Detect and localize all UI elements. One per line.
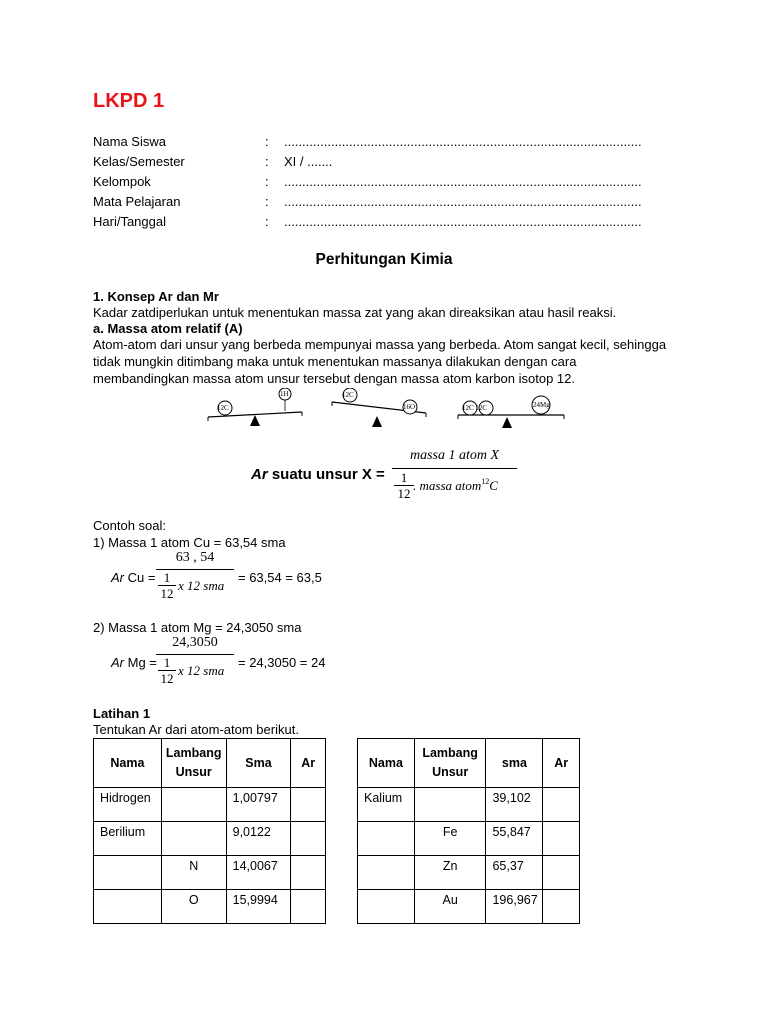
table-cell-symbol: Zn: [414, 856, 486, 890]
formula-lhs-ar: Ar: [251, 466, 268, 483]
example-1-lhs-text: Cu =: [124, 570, 156, 585]
concept-title: 1. Konsep Ar dan Mr: [93, 289, 219, 304]
table-row: [358, 856, 580, 890]
table-row: [94, 788, 326, 822]
example-2-den-den: 12: [160, 671, 174, 686]
explanation-line: tidak mungkin ditimbang maka untuk menentukan massanya dilakukan dengan cara: [93, 354, 577, 369]
examples-title: Contoh soal:: [93, 518, 166, 533]
example-1-ar: Ar: [111, 570, 124, 585]
identity-colon: :: [265, 194, 269, 209]
identity-label: Kelompok: [93, 174, 151, 189]
identity-value: ...................................................................................................: [284, 214, 642, 229]
table-cell-ar[interactable]: [543, 822, 580, 856]
balance-1: [208, 388, 302, 426]
example-1-den-text: x 12 sma: [178, 578, 225, 593]
example-1-den-num: 1: [163, 570, 171, 585]
example-1-result: = 63,54 = 63,5: [238, 570, 322, 585]
table-header: Nama: [358, 739, 415, 788]
table-cell-ar[interactable]: [543, 788, 580, 822]
table-cell-symbol: Fe: [414, 822, 486, 856]
table-cell-sma: 1,00797: [226, 788, 291, 822]
table-cell-name: Berilium: [94, 822, 162, 856]
table-row: [358, 822, 580, 856]
example-2-result: = 24,3050 = 24: [238, 655, 326, 670]
identity-colon: :: [265, 134, 269, 149]
table-cell-sma: 14,0067: [226, 856, 291, 890]
table-cell-sma: 55,847: [486, 822, 543, 856]
table-cell-ar[interactable]: [543, 890, 580, 924]
example-2-numerator: 24,3050: [172, 635, 218, 650]
table-cell-sma: 9,0122: [226, 822, 291, 856]
table-cell-ar[interactable]: [291, 856, 326, 890]
balance-2: [332, 388, 426, 427]
exercise-title: Latihan 1: [93, 706, 151, 721]
section-heading: Perhitungan Kimia: [315, 251, 453, 268]
example-2-lhs-text: Mg =: [124, 655, 157, 670]
concept-text: Kadar zatdiperlukan untuk menentukan massa zat yang akan direaksikan atau hasil reaksi.: [93, 305, 617, 320]
table-header: Sma: [226, 739, 291, 788]
atom-label: 12C: [342, 391, 354, 399]
atom-label: 12C 12C: [462, 404, 488, 412]
table-row: [358, 788, 580, 822]
balance-3: [458, 396, 564, 428]
table-header-row: [358, 739, 580, 788]
example-1-den-den: 12: [160, 586, 174, 601]
identity-value: ...................................................................................................: [284, 194, 642, 209]
table-row: [94, 890, 326, 924]
table-cell-symbol[interactable]: [161, 822, 226, 856]
table-header: Ar: [543, 739, 580, 788]
atom-label: 24Mg: [533, 401, 550, 409]
table-cell-ar[interactable]: [543, 856, 580, 890]
table-cell-symbol[interactable]: [414, 788, 486, 822]
table-cell-name[interactable]: [358, 856, 415, 890]
atom-label: 1H: [280, 390, 289, 398]
table-cell-symbol: O: [161, 890, 226, 924]
table-cell-ar[interactable]: [291, 890, 326, 924]
atom-label: 12C: [217, 404, 229, 412]
example-2-den-text: x 12 sma: [178, 663, 225, 678]
table-header-row: [94, 739, 326, 788]
example-1-numerator: 63 , 54: [175, 550, 215, 565]
table-cell-name[interactable]: [94, 890, 162, 924]
table-header: sma: [486, 739, 543, 788]
example-2-lhs: [111, 655, 157, 670]
subsection-title: a. Massa atom relatif (A): [93, 321, 243, 336]
table-cell-sma: 39,102: [486, 788, 543, 822]
table-header: Lambang Unsur: [414, 739, 486, 788]
explanation-line: membandingkan massa atom unsur tersebut dengan massa atom karbon isotop 12.: [93, 371, 575, 386]
formula-den-elem: C: [489, 478, 498, 493]
identity-label: Hari/Tanggal: [93, 214, 166, 229]
identity-label: Kelas/Semester: [93, 154, 185, 169]
formula-den-den: 12: [397, 486, 411, 501]
atom-label: 16O: [403, 403, 416, 411]
table-header: Lambang Unsur: [161, 739, 226, 788]
formula-den-num: 1: [400, 470, 408, 485]
table-cell-ar[interactable]: [291, 822, 326, 856]
table-cell-sma: 196,967: [486, 890, 543, 924]
table-cell-symbol: Au: [414, 890, 486, 924]
balance-illustrations: [200, 388, 570, 434]
exercise-table-2: [357, 738, 580, 924]
table-cell-name: Kalium: [358, 788, 415, 822]
table-cell-name[interactable]: [358, 822, 415, 856]
identity-label: Mata Pelajaran: [93, 194, 181, 209]
example-2-den-num: 1: [163, 655, 171, 670]
example-1-lhs: [111, 570, 155, 585]
table-cell-name[interactable]: [94, 856, 162, 890]
identity-value: ...................................................................................................: [284, 174, 642, 189]
identity-label: Nama Siswa: [93, 134, 166, 149]
table-cell-name: Hidrogen: [94, 788, 162, 822]
table-cell-sma: 15,9994: [226, 890, 291, 924]
worksheet-title: LKPD 1: [93, 90, 165, 112]
formula-numerator: massa 1 atom X: [409, 448, 500, 463]
identity-value: ...................................................................................................: [284, 134, 642, 149]
table-cell-name[interactable]: [358, 890, 415, 924]
table-header: Nama: [94, 739, 162, 788]
table-row: [94, 822, 326, 856]
table-cell-symbol[interactable]: [161, 788, 226, 822]
table-header: Ar: [291, 739, 326, 788]
formula-den-rest: . massa atom: [413, 478, 482, 493]
example-2-line: 2) Massa 1 atom Mg = 24,3050 sma: [93, 620, 302, 635]
formula-lhs-text: suatu unsur X =: [267, 466, 385, 483]
identity-colon: :: [265, 154, 269, 169]
exercise-table-1: [93, 738, 326, 924]
table-row: [94, 856, 326, 890]
identity-colon: :: [265, 174, 269, 189]
formula-fraction-bar: [392, 468, 517, 469]
example-1-line: 1) Massa 1 atom Cu = 63,54 sma: [93, 535, 286, 550]
explanation-line: Atom-atom dari unsur yang berbeda mempunyai massa yang berbeda. Atom sangat kecil, sehingga: [93, 337, 667, 352]
exercise-instruction: Tentukan Ar dari atom-atom berikut.: [93, 722, 299, 737]
table-cell-sma: 65,37: [486, 856, 543, 890]
formula-lhs: [251, 466, 385, 483]
table-cell-ar[interactable]: [291, 788, 326, 822]
table-cell-symbol: N: [161, 856, 226, 890]
formula-den-text: [413, 477, 498, 494]
table-row: [358, 890, 580, 924]
identity-value: XI / .......: [284, 154, 333, 169]
identity-colon: :: [265, 214, 269, 229]
formula-den-sup: 12: [481, 477, 490, 486]
example-2-ar: Ar: [111, 655, 124, 670]
